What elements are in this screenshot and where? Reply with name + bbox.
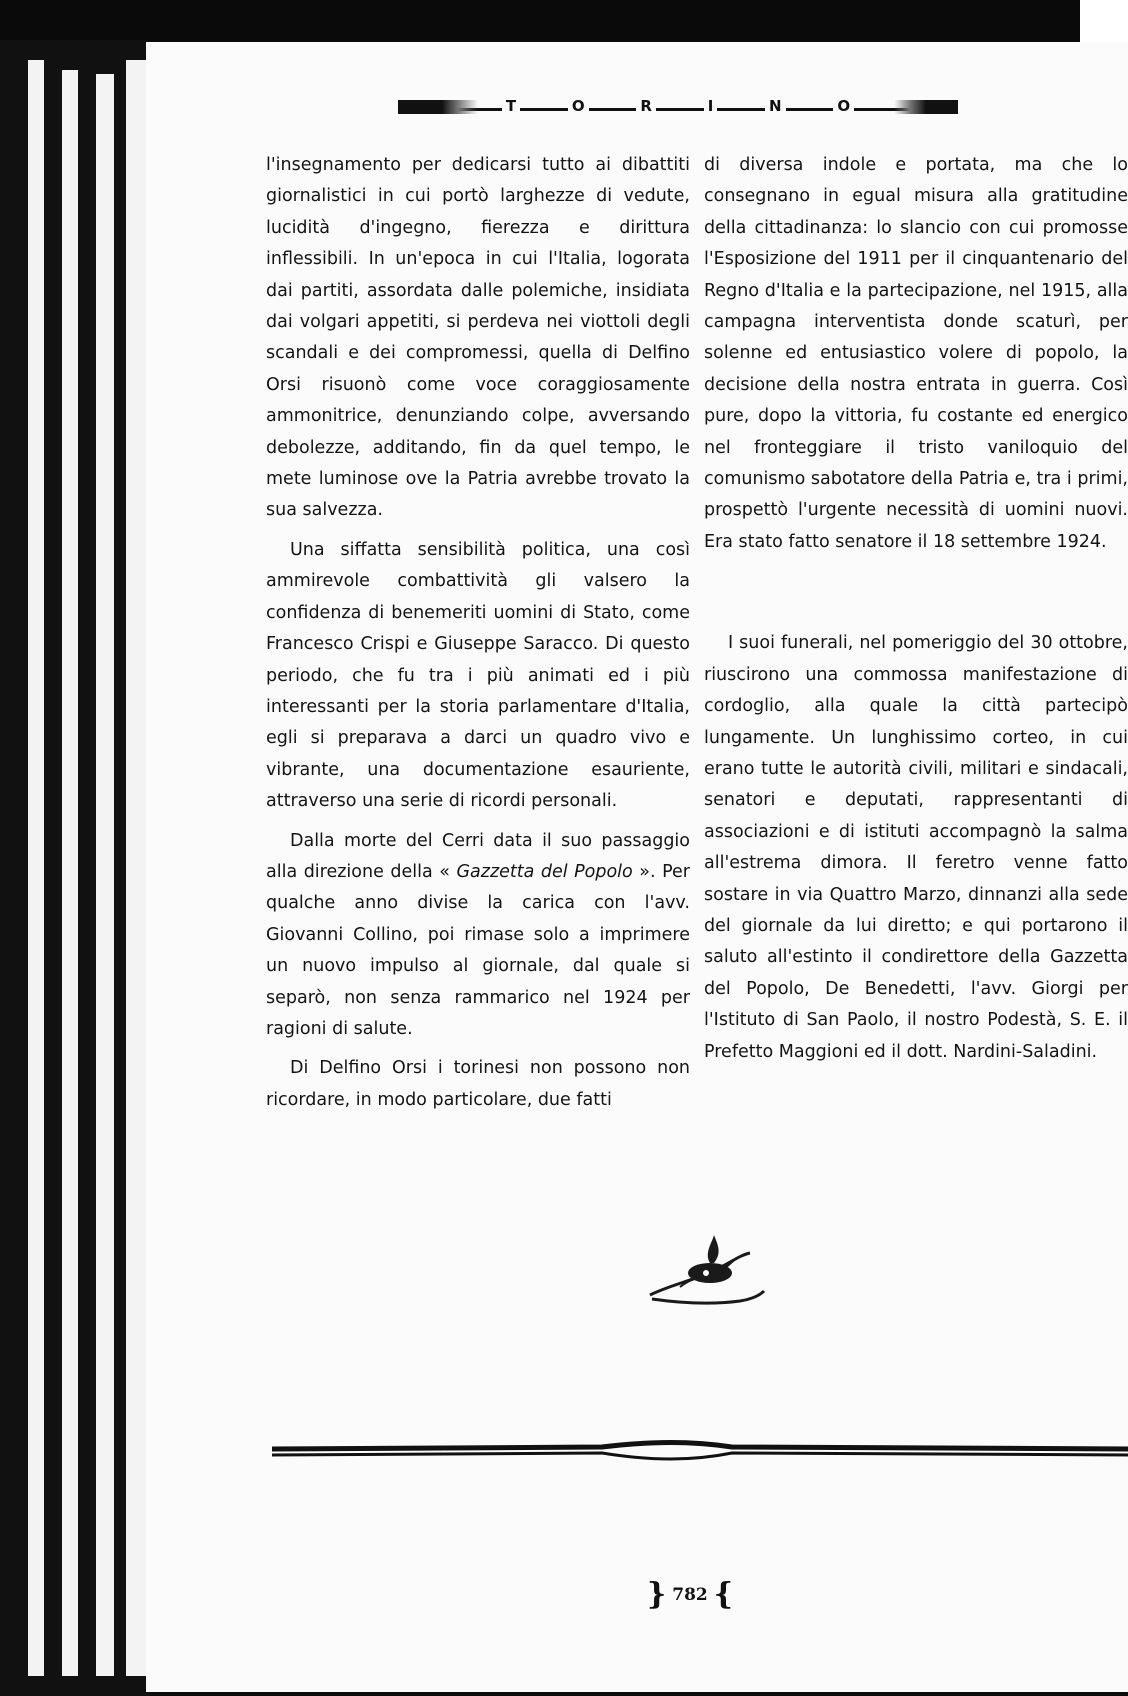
page-edge xyxy=(96,74,114,1676)
header-letter: N xyxy=(765,96,786,116)
quote-close: » xyxy=(639,861,651,882)
paragraph: di diversa indole e portata, ma che lo consegnano in egual misura alla gratitudine della cittadinanza: lo slancio con cui promosse l'Esposizione del 1911 per il cinquantenario del Regno d'Italia e la partecipazione, nel 1915, alla campagna interventista donde scaturì, per solenne ed entusiastico volere di popolo, la decisione della nostra entrata in guerra. Così pure, dopo la vittoria, fu costante ed energico nel fronteggiare il tristo vaniloquio del comunismo sabotatore della Patria e, tra i primi, prospettò l'urgente necessità di uomini nuovi. Era stato fatto senatore il 18 settembre 1924. xyxy=(704,155,1128,552)
page-edge xyxy=(62,70,78,1676)
header-letter: T xyxy=(502,96,520,116)
scan-top-border xyxy=(0,0,1128,48)
quote-open: « xyxy=(439,861,450,882)
left-brace-ornament-icon: } xyxy=(646,1577,667,1612)
paragraph: Dalla morte del Cerri data il suo passaggio alla direzione della « Gazzetta del Popolo ». Per qualche anno divise la carica con l'avv. Giovanni Collino, poi rimase solo a imprimere un nuovo impulso al giornale, dal quale si separò, non senza rammarico nel 1924 per ragioni di salute. xyxy=(266,830,690,1039)
paragraph: I suoi funerali, nel pomeriggio del 30 ottobre, riuscirono una commossa manifestazione di cordoglio, alla quale la città partecipò lungamente. Un lunghissimo corteo, in cui erano tutte le autorità civili, militari e sindacali, senatori e deputati, rappresentanti di associazioni e di istituti accompagnò la salma all'estrema dimora. Il feretro venne fatto sostare in via Quattro Marzo, dinnanzi alla sede del giornale da lui diretto; e qui portarono il saluto all'estinto il condirettore della Gazzetta del Popolo, De Benedetti, l'avv. Giorgi per l'Istituto di San Paolo, il nostro Podestà, S. E. il Prefetto Maggioni ed il dott. Nardini-Saladini. xyxy=(704,633,1128,1062)
scan-corner xyxy=(1080,0,1128,44)
left-column xyxy=(266,150,690,1124)
right-column xyxy=(704,150,1128,1076)
hand-lamp-ornament-icon xyxy=(640,1225,770,1325)
paragraph: Di Delfino Orsi i torinesi non possono non ricordare, in modo particolare, due fatti xyxy=(266,1058,690,1110)
page-number-text: 782 xyxy=(672,1585,708,1605)
paragraph: Una siffatta sensibilità politica, una così ammirevole combattività gli valsero la confidenza di benemeriti uomini di Stato, come Francesco Crispi e Giuseppe Saracco. Di questo periodo, che fu tra i più animati ed i più interessanti per la storia parlamentare d'Italia, egli si preparava a darci un quadro vivo e vibrante, una documentazione esauriente, attraverso una serie di ricordi personali. xyxy=(266,539,690,812)
page-edge xyxy=(28,60,44,1676)
right-brace-ornament-icon: { xyxy=(713,1577,734,1612)
header-letter: R xyxy=(636,96,656,116)
page-number xyxy=(640,1578,740,1612)
footer-rule xyxy=(272,1435,1128,1463)
header-letter: I xyxy=(704,96,718,116)
paragraph: l'insegnamento per dedicarsi tutto ai dibattiti giornalistici in cui portò larghezze di vedute, lucidità d'ingegno, fierezza e dirittura inflessibili. In un'epoca in cui l'Italia, logorata dai partiti, assordata dalle polemiche, insidiata dai volgari appetiti, si perdeva nei viottoli degli scandali e dei compromessi, quella di Delfino Orsi risuonò come voce coraggiosamente ammonitrice, denunziando colpe, avversando debolezze, additando, fin da quel tempo, le mete luminose ove la Patria avrebbe trovato la sua salvezza. xyxy=(266,155,690,521)
header-letter: O xyxy=(833,96,854,116)
header-letter: O xyxy=(568,96,589,116)
newspaper-title: Gazzetta del Popolo xyxy=(456,861,633,882)
running-header xyxy=(398,96,958,116)
page-edge xyxy=(126,60,146,1676)
